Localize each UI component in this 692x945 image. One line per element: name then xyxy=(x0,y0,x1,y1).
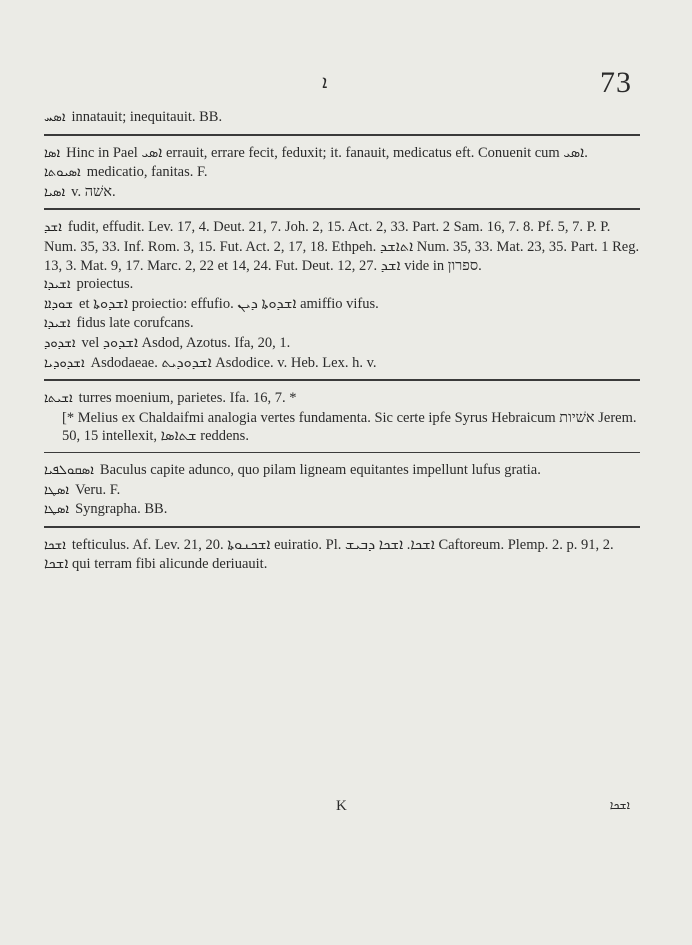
entry xyxy=(44,461,640,481)
definition: Veru. F. xyxy=(75,481,121,498)
signature-mark: K xyxy=(336,798,347,814)
definition: fudit, effudit. Lev. 17, 4. Deut. 21, 7. Joh. 2, 15. Act. 2, 33. Part. 2 Sam. 16, 7. 8. Pf. 5, 7. P. P. Num. 35, 33. Inf. Rom. 3, 15. Fut. Act. 2, 17, 18. Ethpeh. ܐܬܐܫܕ Num. 35, 33. Mat. 23, 35. Part. 1 Reg. 13, 3. Mat. 9, 17. Marc. 2, 22 et 14, 24. Fut. Deut. 12, 27. ܐܫܕ vide in ספרון. xyxy=(44,219,640,274)
definition: Asdodaeae. ܐܫܕܘܕܝܬ Asdodice. v. Heb. Lex. h. v. xyxy=(90,354,377,371)
definition: Syngrapha. BB. xyxy=(75,501,168,518)
definition: turres moenium, parietes. Ifa. 16, 7. * xyxy=(78,390,297,407)
entry xyxy=(44,500,640,520)
entry xyxy=(44,354,640,374)
headword: ܐܣܝܘܬܐ xyxy=(44,165,81,181)
section-divider xyxy=(44,526,640,528)
entry xyxy=(44,275,640,295)
definition: tefticulus. Af. Lev. 21, 20. ܐܫܟܢܘܬܐ euiratio. Pl. ܐܫܟܐ. ܐܫܟܐ ܕܒܝܫ Caftoreum. Plemp. 2. p. 91, 2. ܐܫܟܐ qui terram fibi alicunde deriuauit. xyxy=(44,536,614,573)
headword: ܐܣܐ xyxy=(44,145,61,161)
headword: ܐܣܛܐ xyxy=(44,482,70,498)
headword: ܫܘܕܐܐ xyxy=(44,296,74,312)
headword: ܐܫܕ xyxy=(44,220,62,236)
entry xyxy=(44,183,640,203)
page-footer xyxy=(0,798,692,822)
headword: ܐܫܟܐ xyxy=(44,537,66,553)
definition: proiectus. xyxy=(76,276,134,293)
headword: ܐܫܝܬܐ xyxy=(44,391,73,407)
lexicon-body xyxy=(44,108,640,574)
entry xyxy=(44,218,640,275)
entry xyxy=(44,295,640,315)
entry xyxy=(44,163,640,183)
section-divider xyxy=(44,379,640,381)
section-divider xyxy=(44,452,640,453)
editorial-note: [* Melius ex Chaldaifmi analogia vertes fundamenta. Sic certe ipfe Syrus Hebraicum אשׁיות Jerem. 50, 15 intellexit, ܫܬܐܣܐ reddens. xyxy=(62,409,637,445)
entry xyxy=(44,334,640,354)
definition: vel ܐܫܕܘܕ Asdod, Azotus. Ifa, 20, 1. xyxy=(81,334,291,351)
definition: Baculus capite adunco, quo pilam ligneam equitantes impellunt lufus gratia. xyxy=(99,461,541,478)
definition: Hinc in Pael ܐܣܝ errauit, errare fecit, feduxit; it. fanauit, medicatus eft. Conuenit cum ܐܣܝ. xyxy=(66,144,588,161)
definition: medicatio, fanitas. F. xyxy=(86,164,208,181)
running-head-syriac: ܐ xyxy=(322,72,328,93)
definition: v. אשׁה. xyxy=(71,183,116,200)
headword: ܐܫܕܘܕ xyxy=(44,335,76,351)
section-divider xyxy=(44,208,640,210)
entry xyxy=(44,108,640,128)
catchword: ܐܫܟܐ xyxy=(609,798,630,812)
section-divider xyxy=(44,134,640,136)
entry xyxy=(44,536,640,574)
headword: ܐܫܕܘܕܝܐ xyxy=(44,355,85,371)
entry xyxy=(44,314,640,334)
headword: ܐܫܝܕܐ xyxy=(44,277,71,293)
page-header xyxy=(0,68,692,104)
headword: ܐܣܝܐ xyxy=(44,184,66,200)
headword: ܐܣܚ xyxy=(44,110,66,125)
headword: ܐܫܝܕܐ xyxy=(44,316,71,332)
entry xyxy=(44,144,640,164)
entry xyxy=(44,389,640,409)
page-number: 73 xyxy=(600,66,632,99)
definition: fidus late corufcans. xyxy=(76,315,194,332)
headword: ܐܣܩܘܠܦܝܐ xyxy=(44,462,94,478)
headword: ܐܣܛܐ xyxy=(44,502,70,518)
entry xyxy=(44,481,640,501)
definition: et ܐܫܕܘܬܐ proiectio: effufio. ܐܫܕܘܬܐ ܕܝܢ amiffio vifus. xyxy=(79,295,379,312)
definition: innatauit; inequitauit. BB. xyxy=(71,109,223,125)
